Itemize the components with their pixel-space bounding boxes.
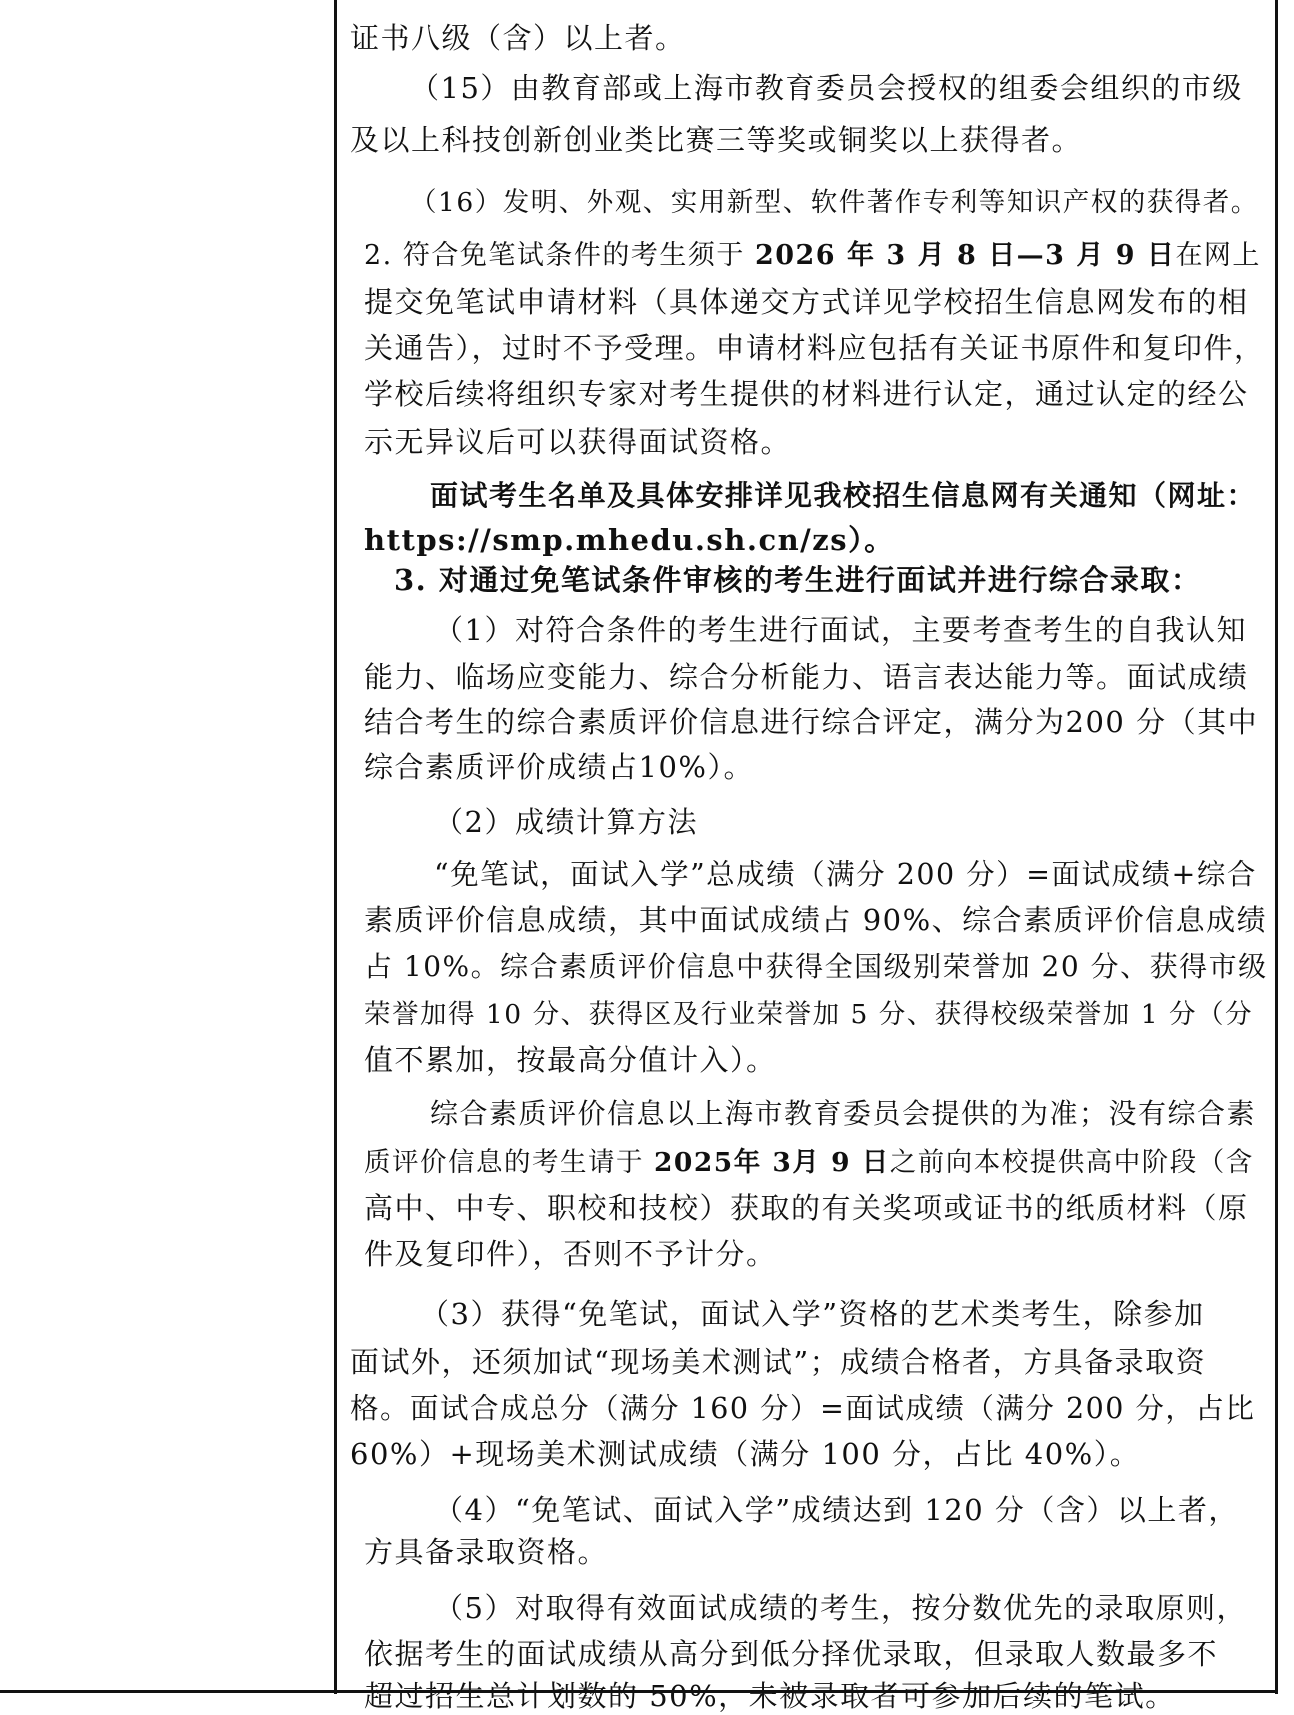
text-line: 证书八级（含）以上者。: [350, 21, 686, 55]
item-16-line: （16）发明、外观、实用新型、软件著作专利等知识产权的获得者。: [410, 187, 1259, 218]
text-line: “免笔试，面试入学”总成绩（满分 200 分）=面试成绩+综合: [434, 858, 1257, 891]
text-line: 高中、中专、职校和技校）获取的有关奖项或证书的纸质材料（原: [364, 1191, 1249, 1225]
item-3-line: （3）获得“免笔试，面试入学”资格的艺术类考生，除参加: [420, 1297, 1205, 1331]
item-4-line: （4）“免笔试、面试入学”成绩达到 120 分（含）以上者，: [434, 1493, 1239, 1527]
text-line: 素质评价信息成绩，其中面试成绩占 90%、综合素质评价信息成绩: [364, 903, 1268, 937]
text-line: 能力、临场应变能力、综合分析能力、语言表达能力等。面试成绩: [364, 660, 1249, 694]
text-line: 荣誉加得 10 分、获得区及行业荣誉加 5 分、获得校级荣誉加 1 分（分: [364, 999, 1253, 1030]
item-2-heading: （2）成绩计算方法: [434, 805, 698, 839]
text-line: 综合素质评价成绩占10%）。: [364, 750, 754, 784]
item-1-line: （1）对符合条件的考生进行面试，主要考查考生的自我认知: [434, 613, 1247, 647]
deadline-line: [364, 1140, 1254, 1179]
text-line: 综合素质评价信息以上海市教育委员会提供的为准；没有综合素: [430, 1097, 1257, 1130]
item-15-line: （15）由教育部或上海市教育委员会授权的组委会组织的市级: [410, 71, 1243, 105]
website-link: https://smp.mhedu.sh.cn/zs）。: [364, 523, 895, 557]
text-line: 占 10%。综合素质评价信息中获得全国级别荣誉加 20 分、获得市级: [364, 950, 1268, 983]
table-left-column: [0, 0, 337, 1694]
text-line: 结合考生的综合素质评价信息进行综合评定，满分为200 分（其中: [364, 705, 1259, 739]
text-line: 学校后续将组织专家对考生提供的材料进行认定，通过认定的经公: [364, 377, 1249, 411]
section-2-line: [364, 233, 1261, 272]
text-line: 值不累加，按最高分值计入）。: [364, 1043, 777, 1077]
text-line: 关通告），过时不予受理。申请材料应包括有关证书原件和复印件，: [364, 331, 1265, 365]
text-line: 依据考生的面试成绩从高分到低分择优录取，但录取人数最多不: [364, 1637, 1219, 1671]
text-line: 格。面试合成总分（满分 160 分）=面试成绩（满分 200 分，占比: [350, 1392, 1256, 1425]
text-line: 60%）+现场美术测试成绩（满分 100 分，占比 40%）。: [350, 1437, 1141, 1471]
deadline-date: 2025年 3月 9 日: [653, 1147, 890, 1178]
text-line: 面试外，还须加试“现场美术测试”；成绩合格者，方具备录取资: [350, 1345, 1207, 1379]
text-line: 方具备录取资格。: [364, 1535, 609, 1569]
section-2-tail: 在网上: [1175, 240, 1261, 271]
interview-notice-line: 面试考生名单及具体安排详见我校招生信息网有关通知（网址：: [430, 479, 1257, 512]
item-5-line: （5）对取得有效面试成绩的考生，按分数优先的录取原则，: [434, 1591, 1247, 1625]
table-right-border: [1275, 0, 1278, 1694]
application-date: 2026 年 3 月 8 日—3 月 9 日: [754, 240, 1176, 271]
deadline-lead: 质评价信息的考生请于: [364, 1147, 654, 1178]
deadline-tail: 之前向本校提供高中阶段（含: [889, 1147, 1254, 1178]
text-line: 示无异议后可以获得面试资格。: [364, 425, 792, 459]
text-line: 及以上科技创新创业类比赛三等奖或铜奖以上获得者。: [350, 123, 1083, 157]
text-line: 提交免笔试申请材料（具体递交方式详见学校招生信息网发布的相: [364, 285, 1249, 319]
text-line: 件及复印件），否则不予计分。: [364, 1237, 777, 1271]
section-2-lead: 2. 符合免笔试条件的考生须于: [364, 240, 755, 271]
section-3-heading: 3. 对通过免笔试条件审核的考生进行面试并进行综合录取：: [394, 563, 1202, 597]
text-line: 超过招生总计划数的 50%，未被录取者可参加后续的笔试。: [364, 1679, 1176, 1713]
